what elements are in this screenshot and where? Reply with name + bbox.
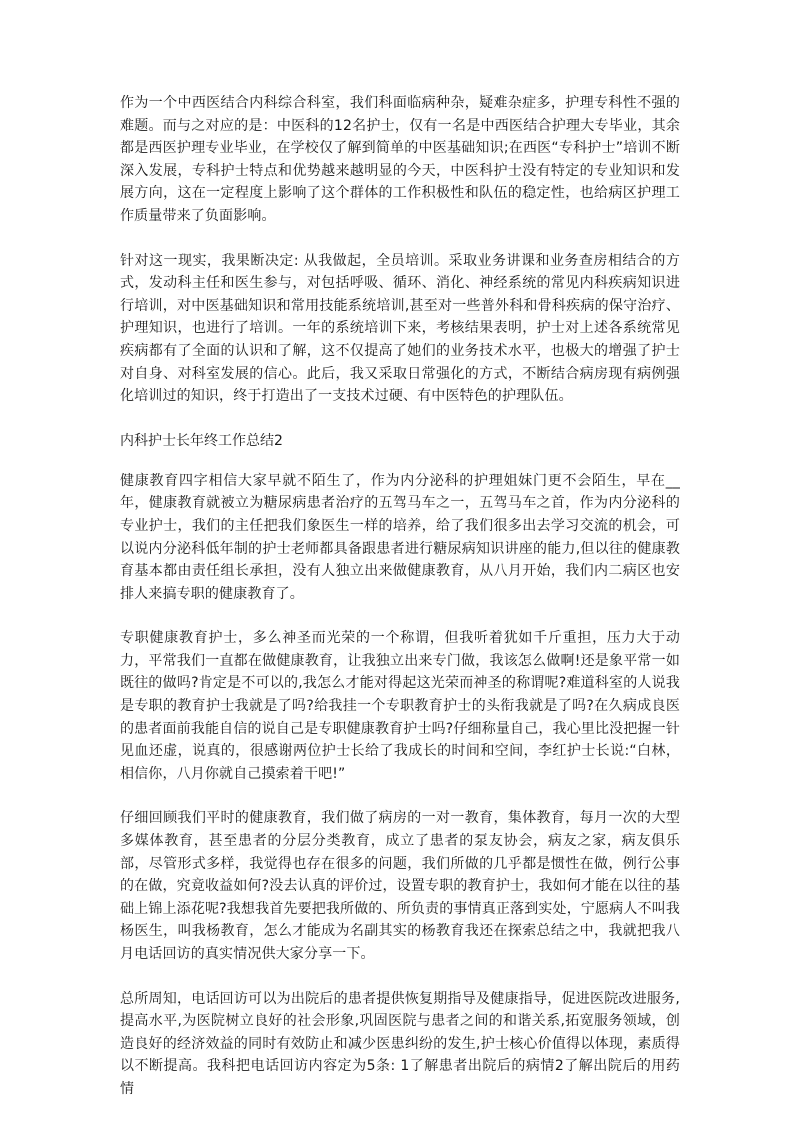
paragraph-5: 仔细回顾我们平时的健康教育，我们做了病房的一对一教育，集体教育，每月一次的大型多媒体教育，甚至患者的分层分类教育，成立了患者的泵友协会，病友之家，病友俱乐部，尽管形式多样，我觉得也存在很多的问题，我们所做的几乎都是惯性在做，例行公事的在做，究竟收益如何?没去认真的评价过，设置专职的教育护士，我如何才能在以往的基础上锦上添花呢?我想我首先要把我所做的、所负责的事情真正落到实处，宁愿病人不叫我杨医生，叫我杨教育，怎么才能成为名副其实的杨教育我还在探索总结之中，我就把我八月电话回访的真实情况供大家分享一下。 — [120, 810, 680, 962]
paragraph-3: 健康教育四字相信大家早就不陌生了，作为内分泌科的护理姐妹门更不会陌生，早在__年，健康教育就被立为糖尿病患者治疗的五驾马车之一，五驾马车之首，作为内分泌科的专业护士，我们的主任把我们象医生一样的培养，给了我们很多出去学习交流的机会，可以说内分泌科低年制的护士老师都具备跟患者进行糖尿病知识讲座的能力,但以往的健康教育基本都由责任组长承担，没有人独立出来做健康教育，从八月开始，我们内二病区也安排人来搞专职的健康教育了。 — [120, 472, 680, 602]
paragraph-1: 作为一个中西医结合内科综合科室，我们科面临病种杂，疑难杂症多，护理专科性不强的难题。而与之对应的是：中医科的12名护士，仅有一名是中西医结合护理大专毕业，其余都是西医护理专业毕业，在学校仅了解到简单的中医基础知识;在西医“专科护士”培训不断深入发展，专科护士特点和优势越来越明显的今天，中医科护士没有特定的专业知识和发展方向，这在一定程度上影响了这个群体的工作积极性和队伍的稳定性，也给病区护理工作质量带来了负面影响。 — [120, 95, 680, 224]
paragraph-gap — [120, 228, 680, 250]
paragraph-gap — [120, 605, 680, 627]
document-body — [120, 92, 680, 1101]
paragraph-gap — [120, 408, 680, 430]
paragraph-6: 总所周知，电话回访可以为出院后的患者提供恢复期指导及健康指导，促进医院改进服务,提高水平,为医院树立良好的社会形象,巩固医院与患者之间的和谐关系,拓宽服务领域，创造良好的经济效益的同时有效防止和减少医患纠纷的发生,护士核心价值得以体现，素质得以不断提高。我科把电话回访内容定为5条: 1了解患者出院后的病情2了解出院后的用药情 — [120, 990, 680, 1097]
paragraph-4: 专职健康教育护士，多么神圣而光荣的一个称谓，但我听着犹如千斤重担，压力大于动力，平常我们一直都在做健康教育，让我独立出来专门做，我该怎么做啊!还是象平常一如既往的做吗?肯定是不可以的,我怎么才能对得起这光荣而神圣的称谓呢?难道科室的人说我是专职的教育护士我就是了吗?给我挂一个专职教育护士的头衔我就是了吗?在久病成良医的患者面前我能自信的说自己是专职健康教育护士吗?仔细称量自己，我心里比没把握一针见血还虚，说真的，很感谢两位护士长给了我成长的时间和空间，李红护士长说:“白林，相信你，八月你就自己摸索着干吧!” — [120, 630, 680, 782]
paragraph-gap — [120, 452, 680, 470]
section-heading: 内科护士长年终工作总结2 — [120, 432, 283, 449]
paragraph-2: 针对这一现实，我果断决定: 从我做起，全员培训。采取业务讲课和业务查房相结合的方式，发动科主任和医生参与，对包括呼吸、循环、消化、神经系统的常见内科疾病知识进行培训，对中医基础知识和常用技能系统培训,甚至对一些普外科和骨科疾病的保守治疗、护理知识，也进行了培训。一年的系统培训下来，考核结果表明，护士对上述各系统常见疾病都有了全面的认识和了解，这不仅提高了她们的业务技术水平，也极大的增强了护士对自身、对科室发展的信心。此后，我又采取日常强化的方式，不断结合病房现有病例强化培训过的知识，终于打造出了一支技术过硬、有中医特色的护理队伍。 — [120, 252, 680, 405]
paragraph-gap — [120, 785, 680, 807]
paragraph-gap — [120, 966, 680, 988]
